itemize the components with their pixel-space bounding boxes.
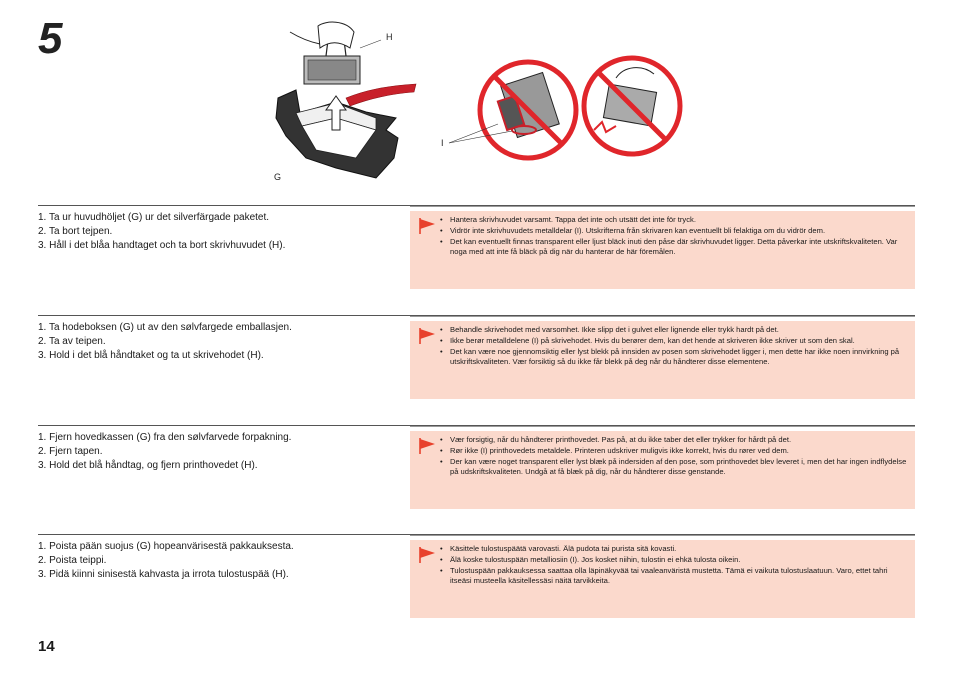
step-item: 1. Ta hodeboksen (G) ut av den sølvfargede emballasjen. xyxy=(38,322,292,333)
section-swedish xyxy=(38,205,915,309)
step-list xyxy=(38,540,398,582)
section-finnish xyxy=(38,534,915,638)
page-number: 14 xyxy=(38,638,55,655)
step-item: 2. Poista teippi. xyxy=(38,555,107,566)
note-item: • Ikke berør metalldelene (I) på skrivehodet. Hvis du berører dem, kan det hende at skriveren ikke skriver ut som den skal. xyxy=(440,336,909,346)
caution-note xyxy=(410,540,915,618)
note-item: • Vidrör inte skrivhuvudets metalldelar (I). Utskrifterna från skrivaren kan eventuellt bli felaktiga om du vidrör dem. xyxy=(440,226,909,236)
caution-note xyxy=(410,321,915,399)
step-item: 2. Ta bort tejpen. xyxy=(38,226,113,237)
step-number: 5 xyxy=(38,14,62,63)
step-item: 3. Hold det blå håndtag, og fjern printhovedet (H). xyxy=(38,460,258,471)
step-item: 3. Hold i det blå håndtaket og ta ut skrivehodet (H). xyxy=(38,350,264,361)
prohibited-touch-metal xyxy=(480,62,576,158)
step-list xyxy=(38,431,398,473)
note-item: • Rør ikke (I) printhovedets metaldele. Printeren udskriver muligvis ikke korrekt, hvis du rører ved dem. xyxy=(440,446,909,456)
note-item: • Älä koske tulostuspään metalliosiin (I). Jos kosket niihin, tulostin ei ehkä tulosta oikein. xyxy=(440,555,909,565)
note-item: • Det kan være noe gjennomsiktig eller lyst blekk på innsiden av posen som skrivehodet ligger i, men dette har ikke noen innvirkning på utskriftskvaliteten. Vær forsiktig så du ikke får blekk på deg når du håndterer disse elementene. xyxy=(440,347,909,367)
step-item: 1. Fjern hovedkassen (G) fra den sølvfarvede forpakning. xyxy=(38,432,292,443)
callout-i: I xyxy=(441,138,444,148)
note-item: • Det kan eventuellt finnas transparent eller ljust bläck inuti den påse där skrivhuvudet ligger. Detta påverkar inte utskriftskvaliteten. Var noga med att inte få bläck på dig när du hanterar de här föremålen. xyxy=(440,237,909,257)
caution-note xyxy=(410,211,915,289)
printhead-removal-illustration xyxy=(266,18,706,188)
step-list xyxy=(38,321,398,363)
note-item: • Tulostuspään pakkauksessa saattaa olla läpinäkyvää tai vaaleanväristä mustetta. Tämä ei vaikuta tulostuslaatuun. Varo, ettet tahri itseäsi musteella käsitellessäsi näitä tarvikkeita. xyxy=(440,566,909,586)
note-item: • Käsittele tulostuspäätä varovasti. Älä pudota tai purista sitä kovasti. xyxy=(440,544,909,554)
step-item: 2. Fjern tapen. xyxy=(38,446,103,457)
step-list xyxy=(38,211,398,253)
step-item: 1. Ta ur huvudhöljet (G) ur det silverfärgade paketet. xyxy=(38,212,270,223)
note-item: • Vær forsigtig, når du håndterer printhovedet. Pas på, at du ikke taber det eller trykker for hårdt på det. xyxy=(440,435,909,445)
printhead xyxy=(290,22,360,84)
section-norwegian xyxy=(38,315,915,419)
note-item: • Hantera skrivhuvudet varsamt. Tappa det inte och utsätt det inte för tryck. xyxy=(440,215,909,225)
note-item: • Behandle skrivehodet med varsomhet. Ikke slipp det i gulvet eller lignende eller trykk hardt på det. xyxy=(440,325,909,335)
tape-strip xyxy=(346,84,416,106)
caution-note xyxy=(410,431,915,509)
step-item: 2. Ta av teipen. xyxy=(38,336,106,347)
step-item: 3. Pidä kiinni sinisestä kahvasta ja irrota tulostuspää (H). xyxy=(38,569,289,580)
prohibited-drop-printhead xyxy=(584,58,680,154)
caution-flag-icon xyxy=(418,546,436,564)
step-item: 3. Håll i det blåa handtaget och ta bort skrivhuvudet (H). xyxy=(38,240,286,251)
note-item: • Der kan være noget transparent eller lyst blæk på indersiden af den pose, som printhovedet blev leveret i, men det har ingen indflydelse på udskriftskvaliteten. Undgå at få blæk på dig, når du håndterer disse genstande. xyxy=(440,457,909,477)
caution-flag-icon xyxy=(418,327,436,345)
callout-g: G xyxy=(274,172,282,182)
step-item: 1. Poista pään suojus (G) hopeanvärisestä pakkauksesta. xyxy=(38,541,294,552)
caution-flag-icon xyxy=(418,437,436,455)
callout-h: H xyxy=(386,32,393,42)
caution-flag-icon xyxy=(418,217,436,235)
section-danish xyxy=(38,425,915,529)
